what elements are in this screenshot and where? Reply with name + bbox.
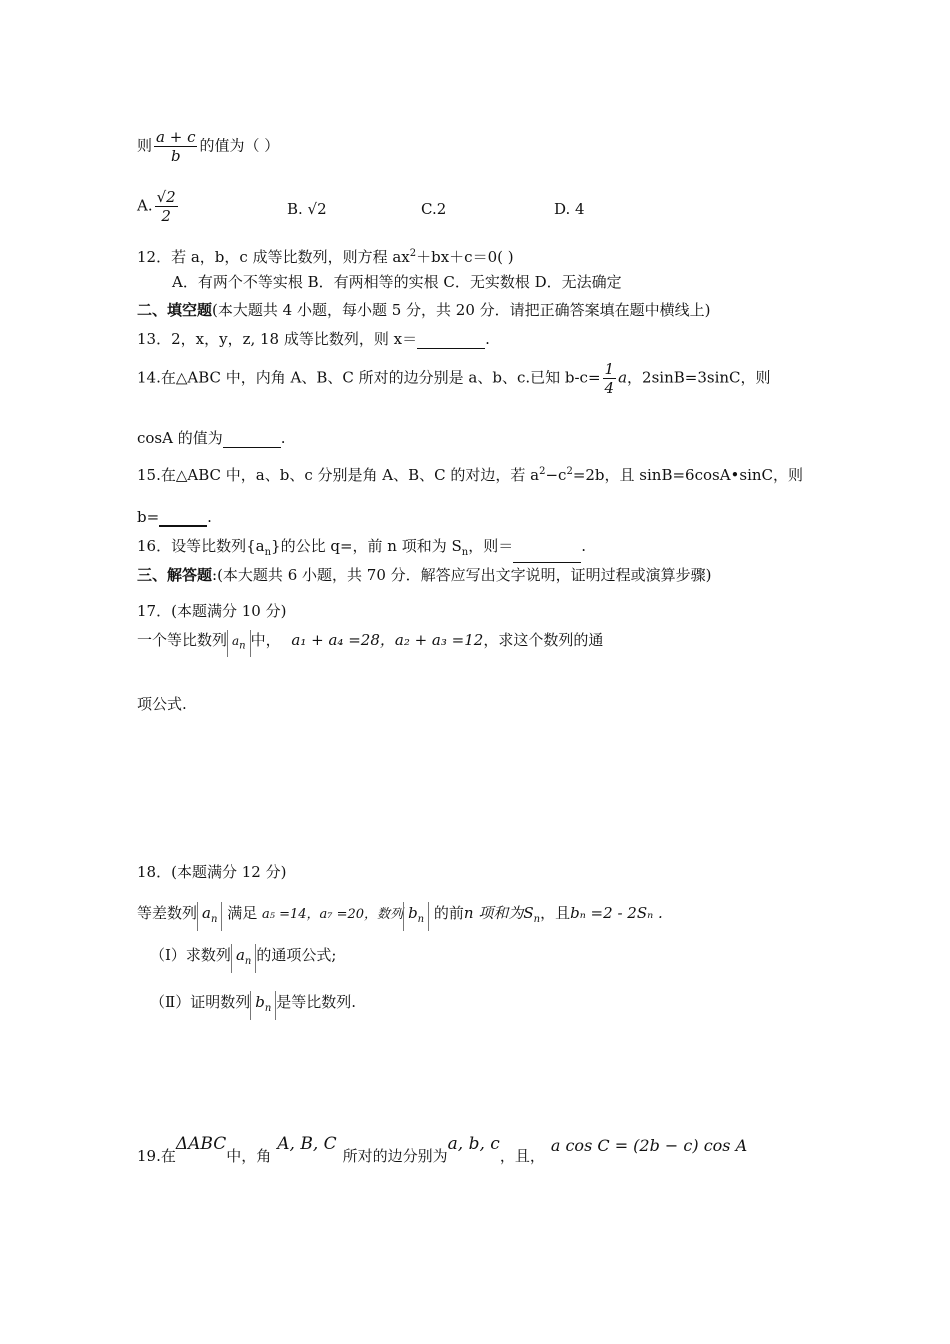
answer-blank[interactable] — [159, 505, 207, 527]
q15-line2: b= . — [137, 505, 212, 527]
q11-option-b: B. √2 — [287, 200, 327, 218]
q11-option-a: A. $\frac{√2}{2}$ — [137, 188, 176, 225]
section-2-heading: 二、填空题(本大题共 4 小题，每小题 5 分，共 20 分．请把正确答案填在题中横线上) — [137, 301, 711, 319]
answer-blank[interactable] — [223, 427, 281, 448]
q18-title: 18．(本题满分 12 分) — [137, 863, 287, 881]
q11-option-c: C.2 — [421, 200, 447, 218]
q18-stem: 等差数列 $a_n$ 满足 a₅ =14，a₇ =20，数列 $b_n$ 的前n 项和为$S_n$，且bₙ =2 - 2Sₙ . — [137, 902, 663, 931]
q18-part-1: （Ⅰ）求数列 $a_n$ 的通项公式; — [150, 944, 336, 973]
q16: 16．设等比数列$\{a_n\}$的公比 q=，前 n 项和为 $S_n$，则＝ . — [137, 536, 586, 563]
q14-line1: 14.在△ABC 中，内角 A、B、C 所对的边分别是 a、b、c.已知 b-c= $\frac{1}{4}$ a，2sinB=3sinC，则 — [137, 360, 771, 397]
q11-fraction: $\frac{a + c}{b}$ — [156, 128, 196, 165]
q18-part-2: （Ⅱ）证明数列 $b_n$ 是等比数列. — [150, 991, 356, 1020]
q11-option-d: D. 4 — [554, 200, 585, 218]
q19-stem: 19.在ΔABC中，角A, B, C所对的边分别为a, b, c，且，a cos C = (2b − c) cos A — [137, 1134, 748, 1165]
q13: 13．2，x，y，z, 18 成等比数列，则 x＝ . — [137, 330, 490, 348]
q15-line1: 15.在△ABC 中，a、b、c 分别是角 A、B、C 的对边，若 $a^2-c^2=2b$，且 sinB=6cosA•sinC，则 — [137, 466, 804, 484]
answer-blank[interactable] — [417, 328, 485, 349]
q17-title: 17．(本题满分 10 分) — [137, 602, 287, 620]
q11-stem: 则 $\frac{a + c}{b}$ 的值为（ ） — [137, 128, 280, 165]
q17-line2: 项公式. — [137, 695, 187, 713]
q12-stem: 12．若 a，b，c 成等比数列，则方程 $ax^2+bx+c=0$( ) — [137, 248, 514, 266]
q12-options: A．有两个不等实根 B．有两相等的实根 C．无实数根 D．无法确定 — [172, 273, 622, 291]
section-3-heading: 三、解答题:(本大题共 6 小题，共 70 分．解答应写出文字说明，证明过程或演算步骤) — [137, 566, 712, 584]
q14-line2: cosA 的值为 . — [137, 429, 286, 447]
answer-blank[interactable] — [513, 542, 581, 563]
q17-stem: 一个等比数列 $a_n$ 中， a₁ + a₄ =28，a₂ + a₃ =12，求这个数列的通 — [137, 630, 603, 657]
